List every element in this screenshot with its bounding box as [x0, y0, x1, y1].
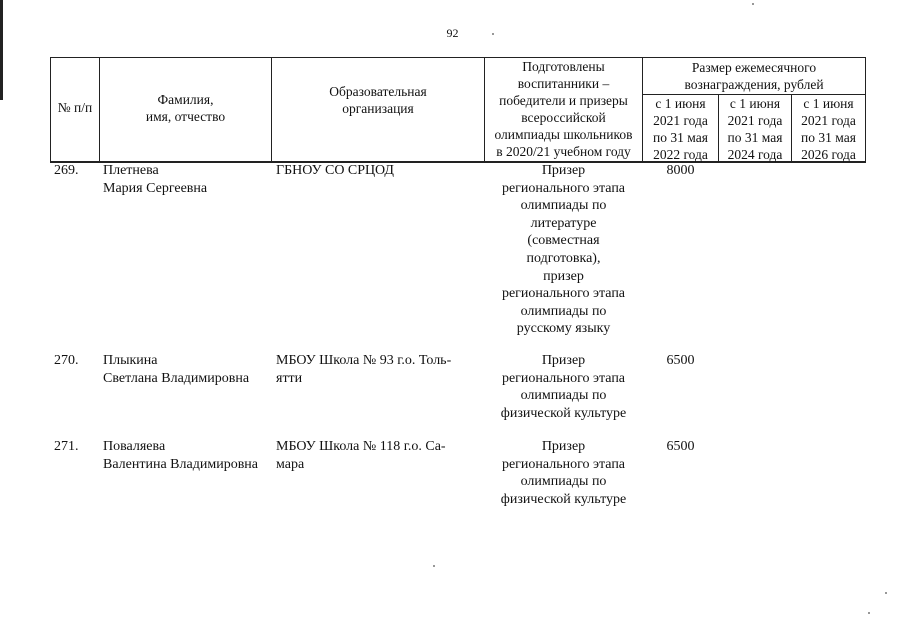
- row-number: 270.: [54, 353, 79, 368]
- scan-speck: [868, 612, 870, 614]
- row-organization: МБОУ Школа № 118 г.о. Са- мара: [276, 439, 446, 472]
- header-col-prepared-students: Подготовлены воспитанники – победители и призеры всероссийской олимпиады школьников в 2020/21 учебном году: [494, 59, 633, 159]
- scan-speck: [433, 565, 435, 567]
- header-top-border: [50, 57, 866, 58]
- col-divider-7: [865, 57, 866, 162]
- header-col-name: Фамилия, имя, отчество: [145, 92, 226, 124]
- header-col-organization: Образовательная организация: [329, 84, 427, 116]
- row-reward-amount: 6500: [666, 439, 695, 454]
- row-organization: ГБНОУ СО СРЦОД: [276, 163, 394, 178]
- row-organization: МБОУ Школа № 93 г.о. Толь- ятти: [276, 353, 452, 386]
- header-subcol-2022: с 1 июня 2021 года по 31 мая 2022 года: [653, 96, 708, 162]
- row-full-name: Плыкина Светлана Владимировна: [103, 353, 250, 386]
- header-col-number: № п/п: [57, 100, 93, 115]
- row-full-name: Плетнева Мария Сергеевна: [103, 163, 208, 196]
- scan-speck: [885, 592, 887, 594]
- header-subcol-2024: с 1 июня 2021 года по 31 мая 2024 года: [727, 96, 783, 162]
- row-number: 271.: [54, 439, 79, 454]
- row-reward-amount: 6500: [666, 353, 695, 368]
- page-number: 92: [446, 26, 459, 40]
- row-number: 269.: [54, 163, 79, 178]
- row-achievement: Призер регионального этапа олимпиады по физической культуре: [500, 439, 627, 507]
- scan-speck: [752, 3, 754, 5]
- scan-speck: [492, 33, 494, 35]
- row-full-name: Поваляева Валентина Владимировна: [103, 439, 259, 472]
- row-reward-amount: 8000: [666, 163, 695, 178]
- row-achievement: Призер регионального этапа олимпиады по физической культуре: [500, 353, 627, 421]
- scan-edge: [0, 0, 3, 100]
- header-subcol-2026: с 1 июня 2021 года по 31 мая 2026 года: [801, 96, 856, 162]
- header-col-reward-size: Размер ежемесячного вознаграждения, рублей: [684, 60, 824, 92]
- row-achievement: Призер регионального этапа олимпиады по литературе (совместная подготовка), призер регионального этапа олимпиады по русскому языку: [501, 163, 626, 337]
